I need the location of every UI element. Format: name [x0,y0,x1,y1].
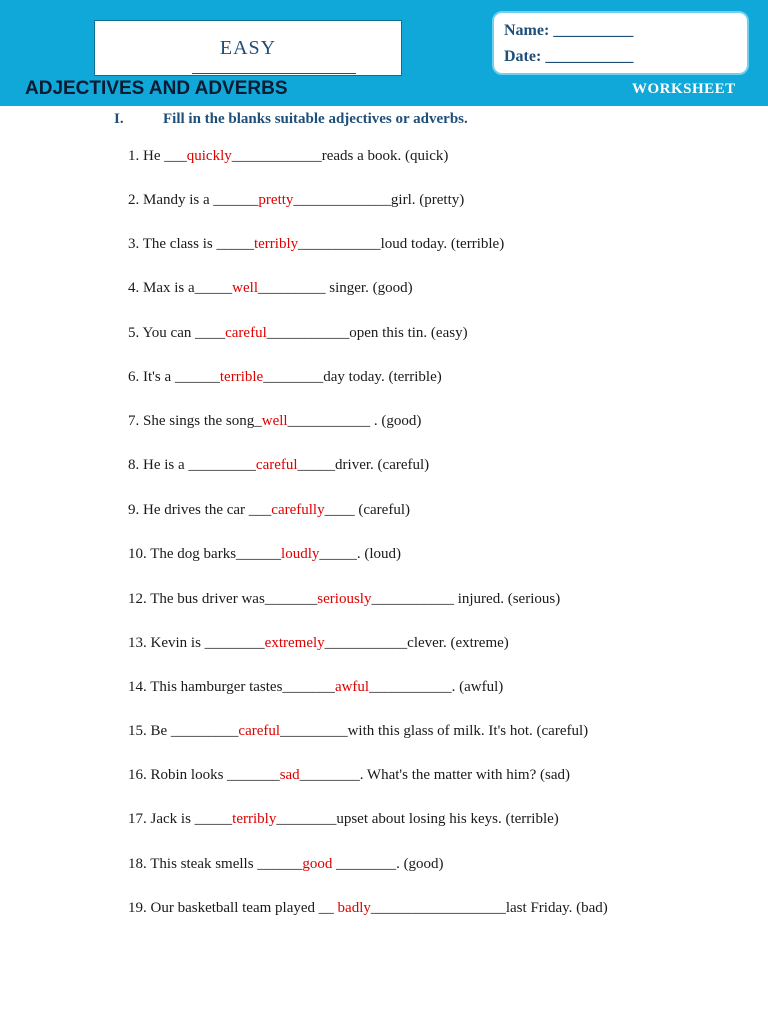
exercise-item [128,502,410,519]
item-text-after: _________ singer. (good) [258,280,413,296]
answer-blank[interactable]: seriously [317,591,372,607]
exercise-item [128,591,560,608]
answer-blank[interactable]: carefully [271,502,325,518]
answer-blank[interactable]: terrible [219,369,264,385]
exercise-item [128,546,401,563]
item-text-before: Robin looks _______ [150,767,280,783]
item-number: 9. [128,502,140,518]
item-text-before: He drives the car ___ [143,502,272,518]
instruction-text: Fill in the blanks suitable adjectives or adverbs. [163,111,468,127]
answer-blank[interactable]: well [232,280,258,296]
item-number: 3. [128,236,140,252]
item-number: 5. [128,325,140,341]
item-number: 18. [128,856,147,872]
item-number: 16. [128,767,147,783]
item-number: 4. [128,280,140,296]
level-box [94,20,402,76]
item-text-before: He ___ [143,148,187,164]
answer-blank[interactable]: careful [225,325,267,341]
item-text-before: Kevin is ________ [150,635,265,651]
item-text-after: _____. (loud) [319,546,402,562]
item-text-after: ___________. (awful) [369,679,504,695]
item-number: 13. [128,635,147,651]
exercise-item [128,723,588,740]
item-text-before: It's a ______ [143,369,220,385]
exercise-item [128,236,504,253]
item-text-after: ____________reads a book. (quick) [231,148,449,164]
item-number: 15. [128,723,147,739]
item-text-after: ___________loud today. (terrible) [298,236,505,252]
item-number: 14. [128,679,147,695]
answer-blank[interactable]: awful [334,679,370,695]
answer-blank[interactable]: terribly [232,811,277,827]
exercise-item [128,192,464,209]
item-text-after: ___________clever. (extreme) [324,635,509,651]
item-number: 19. [128,900,147,916]
item-text-before: She sings the song_ [143,413,262,429]
name-date-box [492,11,749,75]
item-text-before: Mandy is a ______ [143,192,259,208]
item-number: 8. [128,457,140,473]
item-text-after: _____________girl. (pretty) [293,192,465,208]
item-text-before: Our basketball team played __ [150,900,338,916]
item-text-before: He is a _________ [143,457,256,473]
answer-blank[interactable]: pretty [258,192,294,208]
item-text-after: ________day today. (terrible) [263,369,442,385]
worksheet-tag: WORKSHEET [632,81,736,97]
item-text-after: _____driver. (careful) [297,457,430,473]
item-text-before: Max is a_____ [143,280,233,296]
item-text-after: ___________open this tin. (easy) [266,325,468,341]
worksheet-title: ADJECTIVES AND ADVERBS [25,78,288,99]
date-field[interactable]: Date: ___________ [504,48,634,65]
answer-blank[interactable]: loudly [281,546,320,562]
exercise-item [128,148,448,165]
item-text-after: _________with this glass of milk. It's hot. (careful) [280,723,589,739]
name-field[interactable]: Name: __________ [504,22,634,39]
item-number: 6. [128,369,140,385]
item-text-before: The bus driver was_______ [150,591,318,607]
item-text-before: The class is _____ [142,236,254,252]
item-number: 2. [128,192,140,208]
exercise-item [128,767,570,784]
answer-blank[interactable]: well [261,413,288,429]
item-text-before: The dog barks______ [150,546,282,562]
item-text-after: ____ (careful) [324,502,410,518]
exercise-item [128,635,509,652]
answer-blank[interactable]: sad [279,767,300,783]
exercise-item [128,900,608,917]
instruction [114,111,468,128]
exercise-item [128,369,442,386]
level-label: EASY [219,37,277,59]
item-text-after: ________upset about losing his keys. (terrible) [276,811,559,827]
item-text-after: ________. (good) [332,856,444,872]
item-number: 12. [128,591,147,607]
item-text-before: Jack is _____ [150,811,233,827]
answer-blank[interactable]: extremely [264,635,325,651]
item-number: 7. [128,413,140,429]
exercise-item [128,457,429,474]
item-text-after: ___________ injured. (serious) [371,591,561,607]
item-text-before: Be _________ [150,723,239,739]
item-text-after: ________. What's the matter with him? (sad) [299,767,570,783]
item-number: 10. [128,546,147,562]
answer-blank[interactable]: careful [255,457,298,473]
answer-blank[interactable]: careful [238,723,281,739]
instruction-number: I. [114,111,124,127]
level-underline [192,73,356,74]
item-number: 17. [128,811,147,827]
item-number: 1. [128,148,140,164]
exercise-item [128,679,503,696]
answer-blank[interactable]: badly [337,900,371,916]
exercise-item [128,325,468,342]
item-text-before: This steak smells ______ [150,856,303,872]
answer-blank[interactable]: terribly [253,236,299,252]
item-text-before: This hamburger tastes_______ [150,679,335,695]
item-text-after: __________________last Friday. (bad) [370,900,608,916]
exercise-item [128,413,421,430]
item-text-after: ___________ . (good) [287,413,422,429]
exercise-item [128,856,444,873]
exercise-item [128,811,559,828]
exercise-item [128,280,413,297]
answer-blank[interactable]: quickly [186,148,232,164]
answer-blank[interactable]: good [302,856,333,872]
item-text-before: You can ____ [142,325,226,341]
